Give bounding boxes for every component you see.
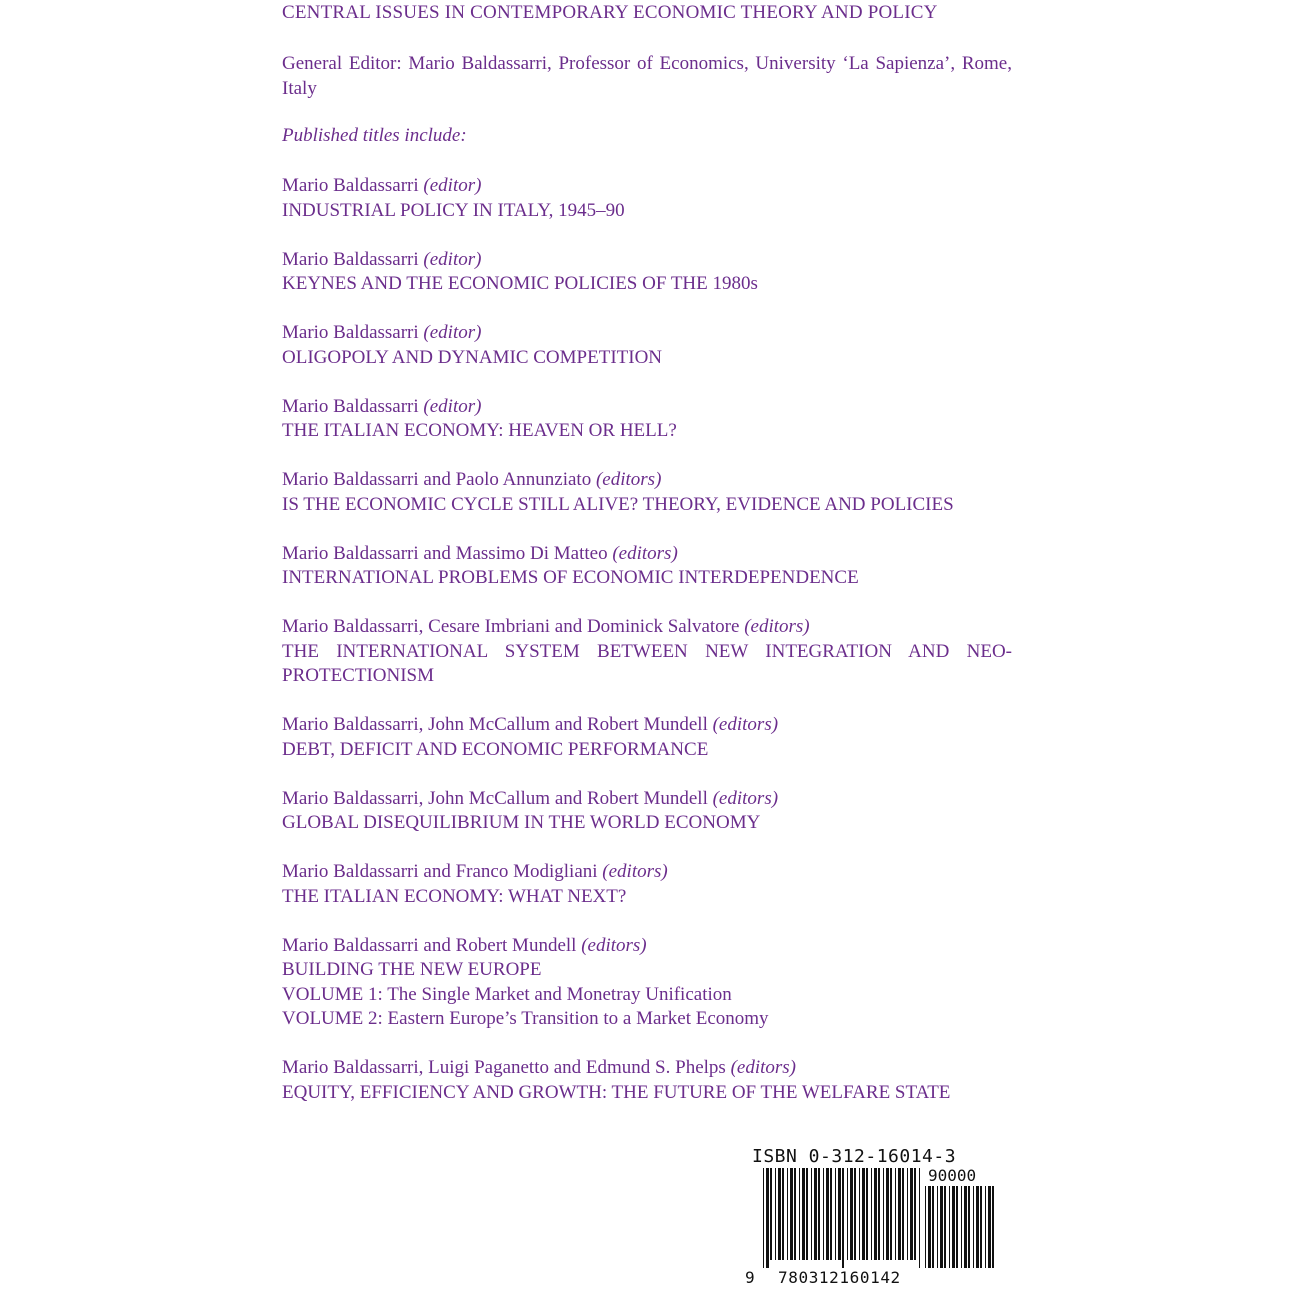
book-title: IS THE ECONOMIC CYCLE STILL ALIVE? THEORY, EVIDENCE AND POLICIES <box>282 493 954 515</box>
barcode-bar <box>835 1168 836 1260</box>
book-volume: VOLUME 2: Eastern Europe’s Transition to a Market Economy <box>282 1008 769 1029</box>
book-authors: Mario Baldassarri, John McCallum and Robert Mundell <box>282 787 708 809</box>
barcode-bar <box>992 1186 994 1268</box>
barcode-bar <box>770 1168 772 1260</box>
book-title: INTERNATIONAL PROBLEMS OF ECONOMIC INTERDEPENDENCE <box>282 567 859 588</box>
book-editor-role: (editors) <box>595 469 662 490</box>
barcode-bar <box>782 1168 784 1260</box>
book-editor-role: (editor) <box>423 395 482 417</box>
book-authors: Mario Baldassarri, John McCallum and Robert Mundell <box>282 714 708 735</box>
barcode-bar <box>850 1168 853 1260</box>
book-entry <box>282 174 1012 223</box>
book-authors-line <box>282 860 1012 885</box>
book-editor-role: (editor) <box>423 248 482 270</box>
book-editor-role: (editor) <box>423 322 482 343</box>
isbn-barcode-block <box>745 1146 1005 1286</box>
barcode-bar <box>775 1168 776 1260</box>
book-authors: Mario Baldassarri and Franco Modigliani <box>282 861 598 882</box>
book-entry <box>282 321 1012 370</box>
barcode-bar <box>854 1168 856 1260</box>
book-authors: Mario Baldassarri <box>282 248 419 270</box>
barcode-bar <box>914 1168 916 1260</box>
book-title: THE ITALIAN ECONOMY: WHAT NEXT? <box>282 885 627 907</box>
book-editor-role: (editors) <box>730 1057 796 1078</box>
book-editor-role: (editors) <box>744 616 810 637</box>
book-authors-line <box>282 787 1012 812</box>
barcode-bar <box>988 1186 991 1268</box>
book-authors-line <box>282 1056 1012 1081</box>
book-title: GLOBAL DISEQUILIBRIUM IN THE WORLD ECONOMY <box>282 812 761 833</box>
barcode-bar <box>886 1168 889 1260</box>
barcode-bar <box>956 1186 958 1268</box>
barcode-bar <box>895 1168 896 1260</box>
barcode-bar <box>826 1168 829 1260</box>
price-addon-barcode <box>925 1186 997 1268</box>
barcode-bar <box>871 1168 872 1260</box>
book-authors: Mario Baldassarri and Massimo Di Matteo <box>282 542 608 564</box>
barcode-bar <box>802 1168 805 1260</box>
series-title: CENTRAL ISSUES IN CONTEMPORARY ECONOMIC THEORY AND POLICY <box>282 2 938 23</box>
ean-digits: 780312160142 <box>778 1268 901 1287</box>
ean-first-digit: 9 <box>745 1268 755 1287</box>
barcode-bar <box>944 1186 946 1268</box>
barcode-bar <box>766 1168 769 1268</box>
barcode-bar <box>937 1186 938 1268</box>
barcode-bar <box>862 1168 865 1260</box>
book-editor-role: (editors) <box>581 934 647 956</box>
book-authors: Mario Baldassarri and Paolo Annunziato <box>282 469 592 490</box>
book-title: INDUSTRIAL POLICY IN ITALY, 1945–90 <box>282 199 625 221</box>
barcode-bar <box>790 1168 793 1260</box>
barcode-bar <box>794 1168 796 1260</box>
book-title: THE ITALIAN ECONOMY: HEAVEN OR HELL? <box>282 420 677 441</box>
barcode-bar <box>778 1168 781 1260</box>
book-title: BUILDING THE NEW EUROPE <box>282 959 542 980</box>
book-editor-role: (editors) <box>712 714 779 735</box>
barcode-bar <box>830 1168 832 1260</box>
barcode-bar <box>968 1186 970 1268</box>
book-authors-line <box>282 395 1012 420</box>
barcode-bar <box>907 1168 908 1260</box>
price-code: 90000 <box>928 1166 977 1185</box>
book-authors: Mario Baldassarri, Luigi Paganetto and Edmund S. Phelps <box>282 1057 726 1078</box>
barcode-bar <box>961 1186 962 1268</box>
barcode-bar <box>952 1186 955 1268</box>
barcode-bar <box>787 1168 788 1260</box>
book-authors: Mario Baldassarri <box>282 322 419 343</box>
book-entry <box>282 1056 1012 1105</box>
book-editor-role: (editors) <box>712 787 779 809</box>
book-entry <box>282 713 1012 762</box>
book-entry <box>282 860 1012 909</box>
barcode-bar <box>866 1168 868 1260</box>
barcode-bar <box>878 1168 880 1260</box>
published-titles-intro: Published titles include: <box>282 125 467 146</box>
barcode-bar <box>985 1186 986 1268</box>
book-title: DEBT, DEFICIT AND ECONOMIC PERFORMANCE <box>282 738 709 760</box>
book-list <box>282 174 1012 1130</box>
book-authors-line <box>282 468 1012 493</box>
barcode-bar <box>964 1186 967 1268</box>
book-editor-role: (editors) <box>612 542 678 564</box>
book-volume: VOLUME 1: The Single Market and Monetray Unification <box>282 983 732 1005</box>
barcode-bar <box>818 1168 820 1260</box>
barcode-bar <box>890 1168 892 1260</box>
barcode-bar <box>973 1186 974 1268</box>
barcode-bar <box>976 1186 979 1268</box>
barcode-bar <box>814 1168 817 1260</box>
book-authors-line <box>282 321 1012 346</box>
ean-barcode <box>763 1168 923 1268</box>
book-authors-line <box>282 713 1012 738</box>
book-authors-line <box>282 934 1012 959</box>
book-authors: Mario Baldassarri and Robert Mundell <box>282 934 577 956</box>
book-editor-role: (editor) <box>423 175 482 196</box>
barcode-bar <box>980 1186 982 1268</box>
barcode-bar <box>859 1168 860 1260</box>
book-entry <box>282 542 1012 591</box>
isbn-label: ISBN 0-312-16014-3 <box>752 1146 957 1167</box>
barcode-bar <box>925 1186 926 1268</box>
general-editor: General Editor: Mario Baldassarri, Professor of Economics, University ‘La Sapienza’, Rome, Italy <box>282 53 1012 99</box>
barcode-bar <box>910 1168 913 1260</box>
book-entry <box>282 934 1012 1032</box>
barcode-bar <box>883 1168 884 1260</box>
book-title: EQUITY, EFFICIENCY AND GROWTH: THE FUTURE OF THE WELFARE STATE <box>282 1081 951 1103</box>
book-authors: Mario Baldassarri, Cesare Imbriani and Dominick Salvatore <box>282 616 740 637</box>
barcode-bar <box>919 1168 920 1268</box>
barcode-bar <box>823 1168 824 1260</box>
barcode-bar <box>902 1168 904 1260</box>
book-title: THE INTERNATIONAL SYSTEM BETWEEN NEW INTEGRATION AND NEO-PROTECTIONISM <box>282 640 1012 686</box>
book-entry <box>282 615 1012 689</box>
barcode-bar <box>799 1168 800 1260</box>
barcode-bar <box>932 1186 934 1268</box>
book-entry <box>282 395 1012 444</box>
barcode-bar <box>806 1168 808 1260</box>
book-entry <box>282 787 1012 836</box>
barcode-bar <box>811 1168 812 1260</box>
barcode-bar <box>874 1168 877 1260</box>
book-title: OLIGOPOLY AND DYNAMIC COMPETITION <box>282 346 663 368</box>
book-entry <box>282 248 1012 297</box>
barcode-bar <box>838 1168 841 1260</box>
barcode-bar <box>842 1168 844 1268</box>
barcode-bar <box>940 1186 943 1268</box>
book-entry <box>282 468 1012 517</box>
barcode-bar <box>928 1186 931 1268</box>
barcode-bar <box>763 1168 764 1268</box>
book-authors-line <box>282 542 1012 567</box>
book-authors: Mario Baldassarri <box>282 395 419 417</box>
book-authors-line <box>282 174 1012 199</box>
book-authors: Mario Baldassarri <box>282 175 419 196</box>
barcode-bar <box>949 1186 950 1268</box>
book-authors-line <box>282 615 1012 640</box>
book-editor-role: (editors) <box>602 861 668 882</box>
barcode-bar <box>898 1168 901 1260</box>
book-authors-line <box>282 248 1012 273</box>
barcode-bar <box>847 1168 848 1260</box>
book-title: KEYNES AND THE ECONOMIC POLICIES OF THE 1980s <box>282 273 758 294</box>
